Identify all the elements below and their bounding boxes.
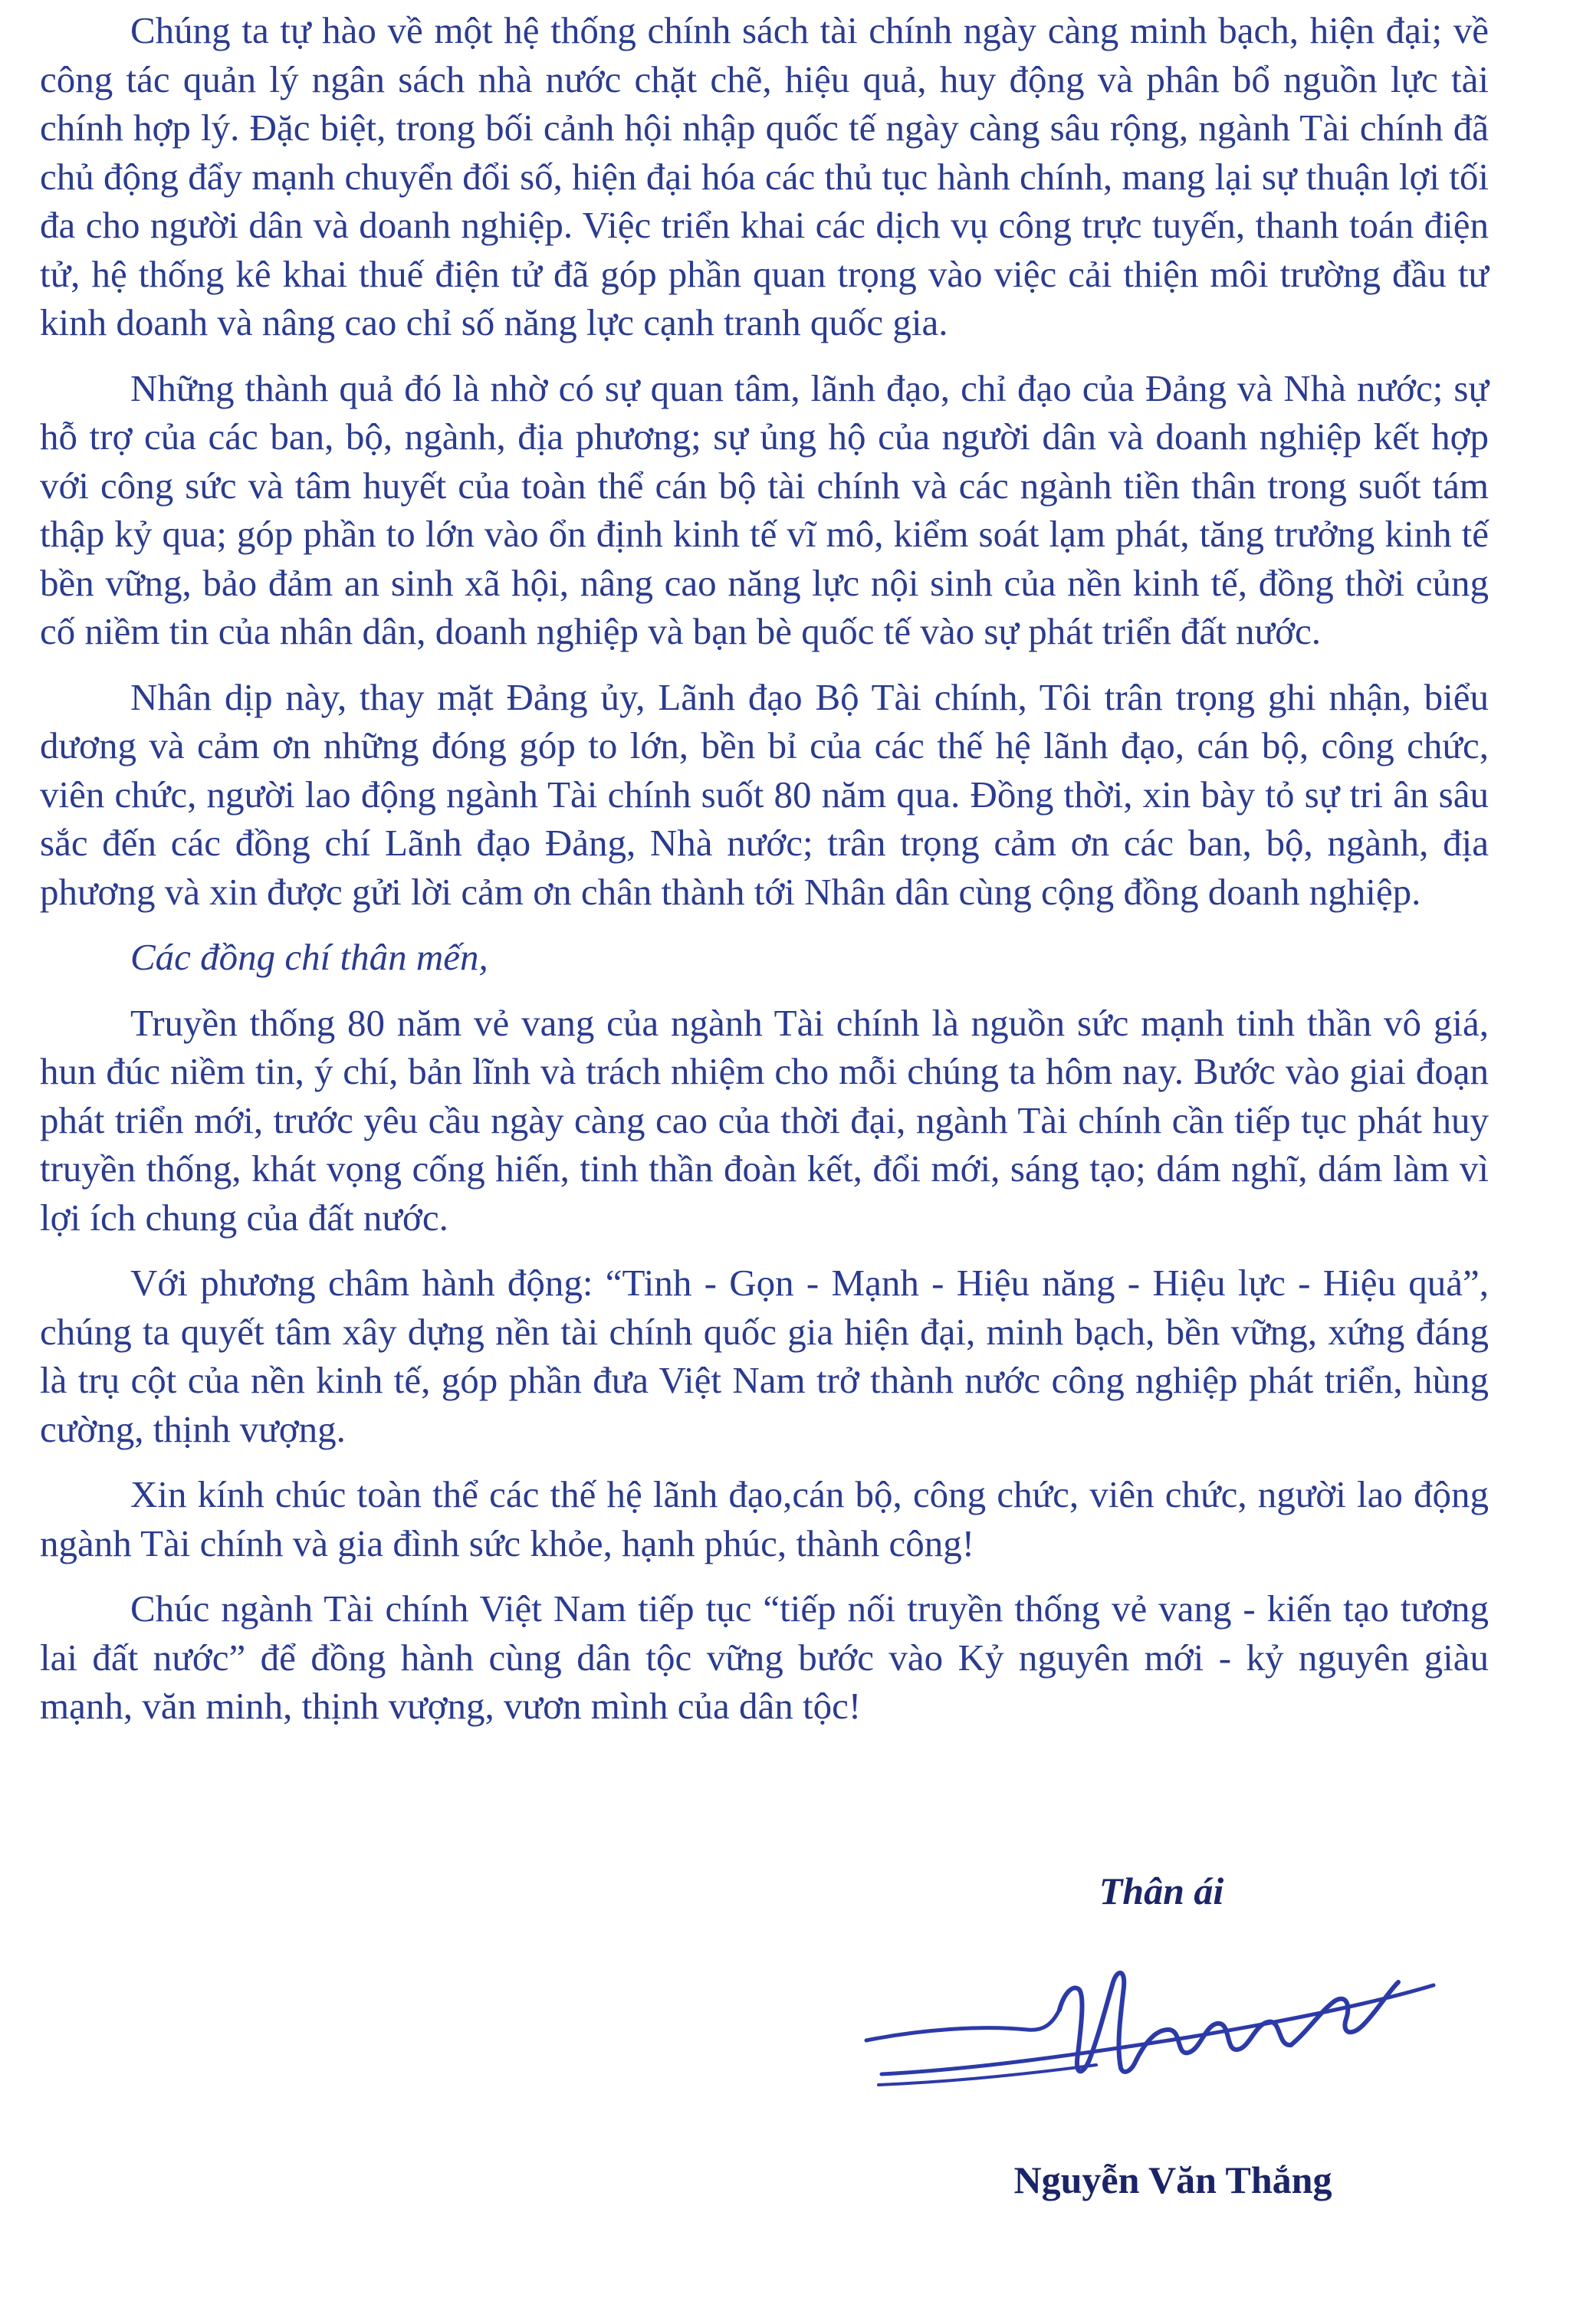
salutation: Các đồng chí thân mến, bbox=[130, 936, 488, 978]
paragraph-wishes: Xin kính chúc toàn thể các thế hệ lãnh đạo,cán bộ, công chức, viên chức, người lao động ngành Tài chính và gia đình sức khỏe, hạnh phúc, thành công! bbox=[40, 1473, 1489, 1564]
paragraph-results: Những thành quả đó là nhờ có sự quan tâm, lãnh đạo, chỉ đạo của Đảng và Nhà nước; sự hỗ trợ của các ban, bộ, ngành, địa phương; sự ủng hộ của người dân và doanh nghiệp kết hợp với công sức và tâm huyết của toàn thể cán bộ tài chính và các ngành tiền thân trong suốt tám thập kỷ qua; góp phần to lớn vào ổn định kinh tế vĩ mô, kiểm soát lạm phát, tăng trưởng kinh tế bền vững, bảo đảm an sinh xã hội, nâng cao năng lực nội sinh của nền kinh tế, đồng thời củng cố niềm tin của nhân dân, doanh nghiệp và bạn bè quốc tế vào sự phát triển đất nước. bbox=[40, 366, 1489, 652]
letter-body bbox=[40, 6, 1489, 1748]
paragraph-motto: Với phương châm hành động: “Tinh - Gọn - Mạnh - Hiệu năng - Hiệu lực - Hiệu quả”, chúng ta quyết tâm xây dựng nền tài chính quốc gia hiện đại, minh bạch, bền vững, xứng đáng là trụ cột của nền kinh tế, góp phần đưa Việt Nam trở thành nước công nghiệp phát triển, hùng cường, thịnh vượng. bbox=[40, 1262, 1489, 1450]
paragraph-tradition: Truyền thống 80 năm vẻ vang của ngành Tài chính là nguồn sức mạnh tinh thần vô giá, hun đúc niềm tin, ý chí, bản lĩnh và trách nhiệm cho mỗi chúng ta hôm nay. Bước vào giai đoạn phát triển mới, trước yêu cầu ngày càng cao của thời đại, ngành Tài chính cần tiếp tục phát huy truyền thống, khát vọng cống hiến, tinh thần đoàn kết, đổi mới, sáng tạo; dám nghĩ, dám làm vì lợi ích chung của đất nước. bbox=[40, 1001, 1489, 1239]
signature-image bbox=[851, 1939, 1449, 2154]
signer-name: Nguyễn Văn Thắng bbox=[1013, 2158, 1332, 2201]
paragraph-achievements: Chúng ta tự hào về một hệ thống chính sách tài chính ngày càng minh bạch, hiện đại; về công tác quản lý ngân sách nhà nước chặt chẽ, hiệu quả, huy động và phân bổ nguồn lực tài chính hợp lý. Đặc biệt, trong bối cảnh hội nhập quốc tế ngày càng sâu rộng, ngành Tài chính đã chủ động đẩy mạnh chuyển đổi số, hiện đại hóa các thủ tục hành chính, mang lại sự thuận lợi tối đa cho người dân và doanh nghiệp. Việc triển khai các dịch vụ công trực tuyến, thanh toán điện tử, hệ thống kê khai thuế điện tử đã góp phần quan trọng vào việc cải thiện môi trường đầu tư kinh doanh và nâng cao chỉ số năng lực cạnh tranh quốc gia. bbox=[40, 9, 1489, 343]
paragraph-closing-wish: Chúc ngành Tài chính Việt Nam tiếp tục “tiếp nối truyền thống vẻ vang - kiến tạo tương lai đất nước” để đồng hành cùng dân tộc vững bước vào Kỷ nguyên mới - kỷ nguyên giàu mạnh, văn minh, thịnh vượng, vươn mình của dân tộc! bbox=[40, 1587, 1489, 1727]
closing-phrase: Thân ái bbox=[1099, 1869, 1224, 1912]
paragraph-gratitude: Nhân dịp này, thay mặt Đảng ủy, Lãnh đạo Bộ Tài chính, Tôi trân trọng ghi nhận, biểu dương và cảm ơn những đóng góp to lớn, bền bỉ của các thế hệ lãnh đạo, cán bộ, công chức, viên chức, người lao động ngành Tài chính suốt 80 năm qua. Đồng thời, xin bày tỏ sự tri ân sâu sắc đến các đồng chí Lãnh đạo Đảng, Nhà nước; trân trọng cảm ơn các ban, bộ, ngành, địa phương và xin được gửi lời cảm ơn chân thành tới Nhân dân cùng cộng đồng doanh nghiệp. bbox=[40, 675, 1489, 913]
